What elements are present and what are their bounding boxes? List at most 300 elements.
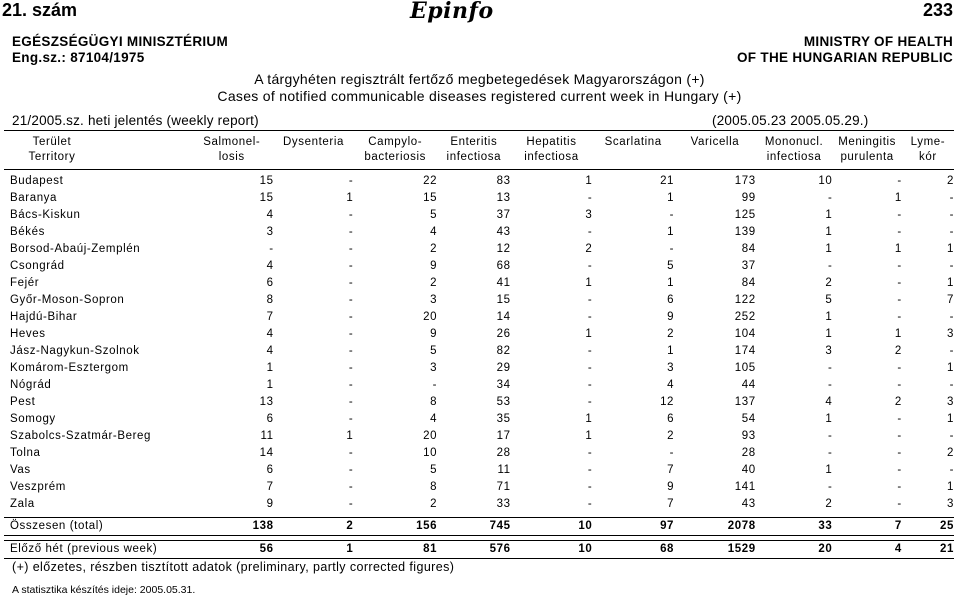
case-count: -	[348, 277, 354, 289]
total-row-label-en: (total)	[69, 520, 104, 532]
case-count: 14	[259, 447, 274, 459]
table-row	[4, 224, 954, 241]
case-count: -	[827, 379, 833, 391]
territory-name: Pest	[10, 396, 36, 408]
previous-week-row-value: 1529	[674, 541, 756, 559]
column-header	[353, 131, 437, 170]
column-header-line: losis	[218, 151, 245, 163]
case-count: 1	[947, 362, 954, 374]
territory-name: Fejér	[10, 277, 40, 289]
table-row	[4, 190, 954, 207]
case-count: 2	[894, 396, 902, 408]
previous-week-row-label-hu: Előző hét	[10, 543, 64, 555]
case-count: 1	[346, 430, 354, 442]
case-count: 3	[430, 362, 438, 374]
column-header	[274, 131, 354, 170]
previous-week-row-label-en: (previous week)	[67, 543, 158, 555]
case-count: 3	[947, 328, 954, 340]
case-count: 54	[741, 413, 756, 425]
case-count: 1	[825, 226, 833, 238]
case-count: 4	[430, 226, 438, 238]
table-row	[4, 462, 954, 479]
case-count: 3	[667, 362, 675, 374]
case-count: 122	[734, 294, 756, 306]
case-count: 9	[667, 481, 675, 493]
case-count: -	[949, 464, 954, 476]
case-count: 125	[734, 209, 756, 221]
case-count: 1	[947, 243, 954, 255]
case-count: 83	[496, 175, 511, 187]
case-count: -	[587, 464, 593, 476]
case-count: -	[348, 260, 354, 272]
territory-name: Békés	[10, 226, 45, 238]
case-count: 1	[266, 362, 274, 374]
case-count: 5	[430, 345, 438, 357]
previous-week-row-value: 20	[756, 541, 833, 559]
table-row	[4, 343, 954, 360]
case-count: 1	[585, 277, 593, 289]
table-row	[4, 275, 954, 292]
territory-name: Heves	[10, 328, 46, 340]
case-count: 9	[266, 498, 274, 510]
column-header-line: infectiosa	[446, 151, 502, 163]
column-header-line: Varicella	[690, 136, 740, 148]
table-row	[4, 394, 954, 411]
case-count: 2	[667, 430, 675, 442]
case-count: 15	[259, 192, 274, 204]
case-count: -	[897, 498, 902, 510]
case-count: 15	[259, 175, 274, 187]
column-header-line: Scarlatina	[604, 136, 662, 148]
case-count: 22	[423, 175, 438, 187]
case-count: 1	[894, 328, 902, 340]
previous-week-row-value: 56	[190, 541, 274, 559]
epinfo-logo: Epinfo	[410, 0, 494, 24]
case-count: -	[348, 243, 354, 255]
case-count: -	[897, 447, 902, 459]
case-count: 21	[660, 175, 675, 187]
territory-name: Győr-Moson-Sopron	[10, 294, 125, 306]
issue-number: 21. szám	[2, 0, 78, 20]
case-count: 3	[585, 209, 593, 221]
case-count: -	[897, 311, 902, 323]
case-count: -	[587, 447, 593, 459]
case-count: -	[897, 362, 902, 374]
territory-name: Budapest	[10, 175, 64, 187]
column-header-line: kór	[919, 151, 937, 163]
table-row	[4, 170, 954, 191]
total-row-value: 2078	[674, 518, 756, 536]
case-count: 7	[266, 481, 274, 493]
case-count: 53	[496, 396, 511, 408]
case-count: 7	[266, 311, 274, 323]
case-count: 14	[496, 311, 511, 323]
title-english: Cases of notified communicable diseases registered current week in Hungary (+)	[217, 88, 742, 104]
table-row	[4, 258, 954, 275]
column-header-line: Lyme-	[910, 136, 946, 148]
case-count: -	[827, 430, 833, 442]
table-row	[4, 445, 954, 462]
case-count: 1	[346, 192, 354, 204]
case-count: -	[669, 447, 675, 459]
total-row	[4, 518, 954, 536]
case-count: 1	[947, 413, 954, 425]
case-count: 41	[496, 277, 511, 289]
column-header-line: infectiosa	[766, 151, 822, 163]
case-count: 40	[741, 464, 756, 476]
case-count: 1	[894, 192, 902, 204]
case-count: 5	[667, 260, 675, 272]
total-row-label	[4, 518, 190, 536]
case-count: -	[587, 260, 593, 272]
case-count: 9	[667, 311, 675, 323]
case-count: 5	[430, 209, 438, 221]
case-count: -	[348, 209, 354, 221]
total-row-value: 7	[832, 518, 901, 536]
case-count: -	[348, 294, 354, 306]
case-count: 37	[496, 209, 511, 221]
case-count: -	[348, 481, 354, 493]
column-header	[190, 131, 274, 170]
title-hungarian: A tárgyhéten regisztrált fertőző megbetegedések Magyarországon (+)	[254, 71, 705, 87]
case-count: 82	[496, 345, 511, 357]
case-count: 3	[947, 498, 954, 510]
case-count: 44	[741, 379, 756, 391]
column-header-line	[674, 150, 756, 165]
case-count: 93	[741, 430, 756, 442]
column-header	[592, 131, 674, 170]
footnote: (+) előzetes, részben tisztított adatok (preliminary, partly corrected figures)	[12, 560, 455, 574]
case-count: 1	[667, 226, 675, 238]
column-header-line: Meningitis	[838, 136, 896, 148]
case-count: -	[827, 481, 833, 493]
case-count: 99	[741, 192, 756, 204]
case-count: 139	[734, 226, 756, 238]
column-header	[4, 131, 190, 170]
case-count: -	[587, 294, 593, 306]
case-count: -	[348, 175, 354, 187]
total-row-label-hu: Összesen	[10, 520, 66, 532]
case-count: -	[949, 430, 954, 442]
ministry-name-hu: EGÉSZSÉGÜGYI MINISZTÉRIUM	[12, 34, 229, 49]
case-count: -	[587, 379, 593, 391]
case-count: 8	[266, 294, 274, 306]
case-count: -	[949, 345, 954, 357]
case-count: 10	[423, 447, 438, 459]
column-header-line: Mononucl.	[764, 136, 824, 148]
case-count: -	[348, 447, 354, 459]
case-count: -	[269, 243, 274, 255]
table-row	[4, 309, 954, 326]
case-count: 3	[266, 226, 274, 238]
case-count: -	[949, 379, 954, 391]
case-count: -	[587, 396, 593, 408]
case-count: 105	[734, 362, 756, 374]
column-header-line: Enteritis	[450, 136, 498, 148]
case-count: -	[587, 481, 593, 493]
column-header-line: bacteriosis	[364, 151, 426, 163]
case-count: 3	[825, 345, 833, 357]
case-count: 4	[266, 209, 274, 221]
case-count: 2	[894, 345, 902, 357]
case-count: 1	[585, 328, 593, 340]
case-count: 11	[497, 464, 511, 476]
territory-name: Zala	[10, 498, 35, 510]
case-count: 1	[825, 209, 833, 221]
case-count: -	[348, 226, 354, 238]
case-count: 2	[430, 498, 438, 510]
case-count: 174	[734, 345, 756, 357]
case-count: -	[897, 294, 902, 306]
case-count: 6	[667, 294, 675, 306]
case-count: 2	[667, 328, 675, 340]
previous-week-row-label	[4, 541, 190, 559]
case-count: -	[348, 379, 354, 391]
case-count: -	[669, 209, 675, 221]
case-count: -	[348, 345, 354, 357]
case-count: 4	[667, 379, 675, 391]
case-count: 26	[496, 328, 511, 340]
total-row-value: 25	[902, 518, 954, 536]
case-count: 68	[496, 260, 511, 272]
case-count: -	[587, 345, 593, 357]
table-row	[4, 411, 954, 428]
case-count: 4	[266, 345, 274, 357]
previous-week-row	[4, 541, 954, 559]
territory-name: Somogy	[10, 413, 56, 425]
case-count: 1	[585, 175, 593, 187]
table-row	[4, 377, 954, 394]
case-count: 9	[430, 328, 438, 340]
previous-week-row-value: 81	[353, 541, 437, 559]
table-row	[4, 326, 954, 343]
column-header-line: Salmonel-	[203, 136, 261, 148]
case-count: 2	[430, 277, 438, 289]
date-range: (2005.05.23 2005.05.29.)	[712, 113, 869, 128]
case-count: 20	[423, 311, 438, 323]
case-count: 6	[667, 413, 675, 425]
case-count: 4	[266, 260, 274, 272]
case-count: -	[949, 226, 954, 238]
case-count: 15	[423, 192, 438, 204]
case-count: 1	[266, 379, 274, 391]
total-row-value: 156	[353, 518, 437, 536]
case-count: -	[587, 498, 593, 510]
case-count: 29	[496, 362, 511, 374]
total-row-value: 33	[756, 518, 833, 536]
previous-week-row-value: 68	[592, 541, 674, 559]
case-count: 10	[818, 175, 833, 187]
case-count: 1	[894, 243, 902, 255]
case-count: -	[348, 464, 354, 476]
case-count: 2	[947, 447, 954, 459]
previous-week-row-value: 576	[437, 541, 511, 559]
case-count: -	[827, 447, 833, 459]
case-count: 84	[741, 277, 756, 289]
previous-week-row-value: 4	[832, 541, 901, 559]
case-count: 8	[430, 396, 438, 408]
case-count: 1	[825, 413, 833, 425]
territory-name: Komárom-Esztergom	[10, 362, 129, 374]
case-count: 9	[430, 260, 438, 272]
total-row-value: 138	[190, 518, 274, 536]
case-count: 1	[947, 481, 954, 493]
case-count: -	[432, 379, 438, 391]
column-header-line: Dysenteria	[283, 136, 344, 148]
case-count: 12	[496, 243, 511, 255]
column-header	[756, 131, 833, 170]
case-count: 28	[496, 447, 511, 459]
case-count: 2	[947, 175, 954, 187]
case-count: 1	[667, 345, 675, 357]
case-count: 2	[585, 243, 593, 255]
case-count: 7	[667, 498, 675, 510]
case-count: -	[897, 379, 902, 391]
statistics-date: A statisztika készítés ideje: 2005.05.31.	[12, 584, 196, 596]
case-count: 5	[430, 464, 438, 476]
table-row	[4, 479, 954, 496]
case-count: 6	[266, 277, 274, 289]
case-count: -	[949, 209, 954, 221]
case-count: -	[897, 413, 902, 425]
case-count: 84	[741, 243, 756, 255]
case-count: 3	[430, 294, 438, 306]
case-count: 104	[734, 328, 756, 340]
case-count: -	[897, 209, 902, 221]
case-count: -	[587, 226, 593, 238]
case-count: -	[897, 226, 902, 238]
case-count: -	[348, 328, 354, 340]
case-count: 5	[825, 294, 833, 306]
case-count: 33	[496, 498, 511, 510]
territory-name: Borsod-Abaúj-Zemplén	[10, 243, 141, 255]
case-count: -	[348, 498, 354, 510]
territory-name: Vas	[10, 464, 31, 476]
column-header	[437, 131, 511, 170]
case-count: -	[897, 481, 902, 493]
case-count: 4	[825, 396, 833, 408]
case-count: 1	[667, 277, 675, 289]
case-count: 17	[496, 430, 511, 442]
case-count: 2	[825, 277, 833, 289]
territory-name: Jász-Nagykun-Szolnok	[10, 345, 140, 357]
case-count: 141	[734, 481, 756, 493]
case-count: 4	[266, 328, 274, 340]
case-count: -	[897, 175, 902, 187]
case-count: -	[949, 260, 954, 272]
case-count: -	[587, 311, 593, 323]
table-row	[4, 496, 954, 513]
total-row-value: 97	[592, 518, 674, 536]
case-count: -	[669, 243, 675, 255]
case-count: -	[587, 192, 593, 204]
case-count: -	[348, 396, 354, 408]
case-count: 7	[947, 294, 954, 306]
total-row-value: 745	[437, 518, 511, 536]
case-count: 1	[825, 328, 833, 340]
previous-week-row-value: 10	[511, 541, 593, 559]
territory-name: Csongrád	[10, 260, 65, 272]
case-count: 1	[585, 413, 593, 425]
case-count: 4	[430, 413, 438, 425]
case-count: -	[897, 260, 902, 272]
republic-name-en: OF THE HUNGARIAN REPUBLIC	[737, 50, 953, 65]
case-count: -	[827, 362, 833, 374]
case-count: -	[949, 311, 954, 323]
case-count: 3	[947, 396, 954, 408]
column-header	[832, 131, 901, 170]
territory-name: Bács-Kiskun	[10, 209, 81, 221]
case-count: -	[348, 311, 354, 323]
case-count: 6	[266, 413, 274, 425]
territory-name: Veszprém	[10, 481, 66, 493]
case-count: 8	[430, 481, 438, 493]
case-count: 12	[660, 396, 675, 408]
page-number: 233	[922, 0, 953, 20]
table-row	[4, 241, 954, 258]
case-count: -	[827, 260, 833, 272]
case-count: 13	[259, 396, 274, 408]
column-header-line: infectiosa	[524, 151, 579, 163]
column-header-line	[274, 150, 354, 165]
ministry-name-en: MINISTRY OF HEALTH	[803, 34, 953, 49]
column-header-line: Terület	[32, 136, 72, 148]
case-count: 43	[496, 226, 511, 238]
previous-week-row-value: 1	[274, 541, 354, 559]
case-count: 20	[423, 430, 438, 442]
case-count: -	[949, 192, 954, 204]
table-row	[4, 428, 954, 445]
case-count: -	[348, 413, 354, 425]
table-row	[4, 292, 954, 309]
territory-name: Tolna	[10, 447, 41, 459]
case-count: -	[587, 362, 593, 374]
case-count: 6	[266, 464, 274, 476]
weekly-report-label: 21/2005.sz. heti jelentés (weekly report)	[12, 113, 259, 128]
territory-name: Hajdú-Bihar	[10, 311, 78, 323]
case-count: 71	[496, 481, 511, 493]
table-row	[4, 207, 954, 224]
case-count: 1	[667, 192, 675, 204]
case-count: 34	[496, 379, 511, 391]
case-count: -	[897, 464, 902, 476]
table-header-row	[4, 131, 954, 170]
case-count: 43	[741, 498, 756, 510]
case-count: 252	[734, 311, 756, 323]
case-count: 1	[585, 430, 593, 442]
case-count: 35	[496, 413, 511, 425]
case-count: 2	[825, 498, 833, 510]
column-header	[674, 131, 756, 170]
case-count: 37	[741, 260, 756, 272]
disease-table	[4, 130, 954, 559]
column-header	[902, 131, 954, 170]
case-count: 1	[825, 464, 833, 476]
column-header-line: Territory	[28, 151, 76, 163]
case-count: 137	[734, 396, 756, 408]
case-count: 7	[667, 464, 675, 476]
total-row-value: 2	[274, 518, 354, 536]
case-count: 13	[496, 192, 511, 204]
column-header	[511, 131, 593, 170]
case-count: 28	[741, 447, 756, 459]
column-header-line: purulenta	[840, 151, 894, 163]
territory-name: Szabolcs-Szatmár-Bereg	[10, 430, 152, 442]
column-header-line	[592, 150, 674, 165]
column-header-line: Campylo-	[368, 136, 423, 148]
case-count: 173	[734, 175, 756, 187]
registration-number: Eng.sz.: 87104/1975	[12, 50, 145, 65]
